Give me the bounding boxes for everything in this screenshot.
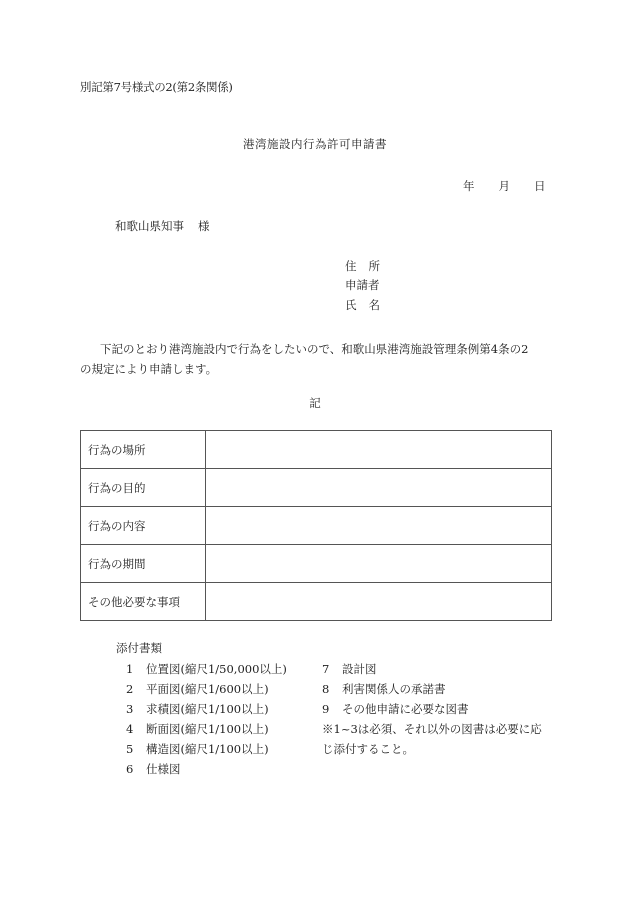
row-value-other[interactable] [206,583,552,621]
addressee-honorific: 様 [198,219,210,233]
attachment-item: 9 その他申請に必要な図書 [322,702,469,716]
date-year-label: 年 [463,179,475,193]
attachment-item: 4 断面図(縮尺1/100以上) [126,722,269,736]
attachments-note-line-1: ※1~3は必須、それ以外の図書は必要に応 [322,722,542,736]
date-day-label: 日 [534,179,546,193]
attachment-item: 6 仕様図 [126,762,181,776]
attachments-title: 添付書類 [116,641,162,655]
row-label-period: 行為の期間 [81,545,206,583]
attachment-item: 7 設計図 [322,662,377,676]
row-value-location[interactable] [206,431,552,469]
row-value-period[interactable] [206,545,552,583]
date-row [463,181,546,193]
details-table [80,430,552,621]
addressee-name: 和歌山県知事 [115,219,184,233]
form-reference: 別記第7号様式の2(第2条関係) [80,80,233,94]
row-value-purpose[interactable] [206,469,552,507]
attachment-item: 1 位置図(縮尺1/50,000以上) [126,662,287,676]
attachment-item: 2 平面図(縮尺1/600以上) [126,682,269,696]
attachment-item: 8 利害関係人の承諾書 [322,682,446,696]
body-line-1: 下記のとおり港湾施設内で行為をしたいので、和歌山県港湾施設管理条例第4条の2 [100,342,529,356]
addressee [115,221,210,233]
row-label-purpose: 行為の目的 [81,469,206,507]
row-label-location: 行為の場所 [81,431,206,469]
ki-heading: 記 [309,396,321,410]
attachment-item: 5 構造図(縮尺1/100以上) [126,742,269,756]
row-label-other: その他必要な事項 [81,583,206,621]
row-label-content: 行為の内容 [81,507,206,545]
applicant-name-label: 氏名 [345,298,392,312]
table-row [81,431,552,469]
table-row [81,545,552,583]
document-title: 港湾施設内行為許可申請書 [243,137,387,151]
row-value-content[interactable] [206,507,552,545]
table-row [81,469,552,507]
applicant-label: 申請者 [345,278,380,292]
table-row [81,507,552,545]
applicant-address-label: 住所 [345,259,392,273]
body-text [80,339,560,379]
date-month-label: 月 [498,179,510,193]
attachments-note-line-2: じ添付すること。 [322,742,414,756]
body-line-2: の規定により申請します。 [80,362,218,376]
attachment-item: 3 求積図(縮尺1/100以上) [126,702,269,716]
table-row [81,583,552,621]
